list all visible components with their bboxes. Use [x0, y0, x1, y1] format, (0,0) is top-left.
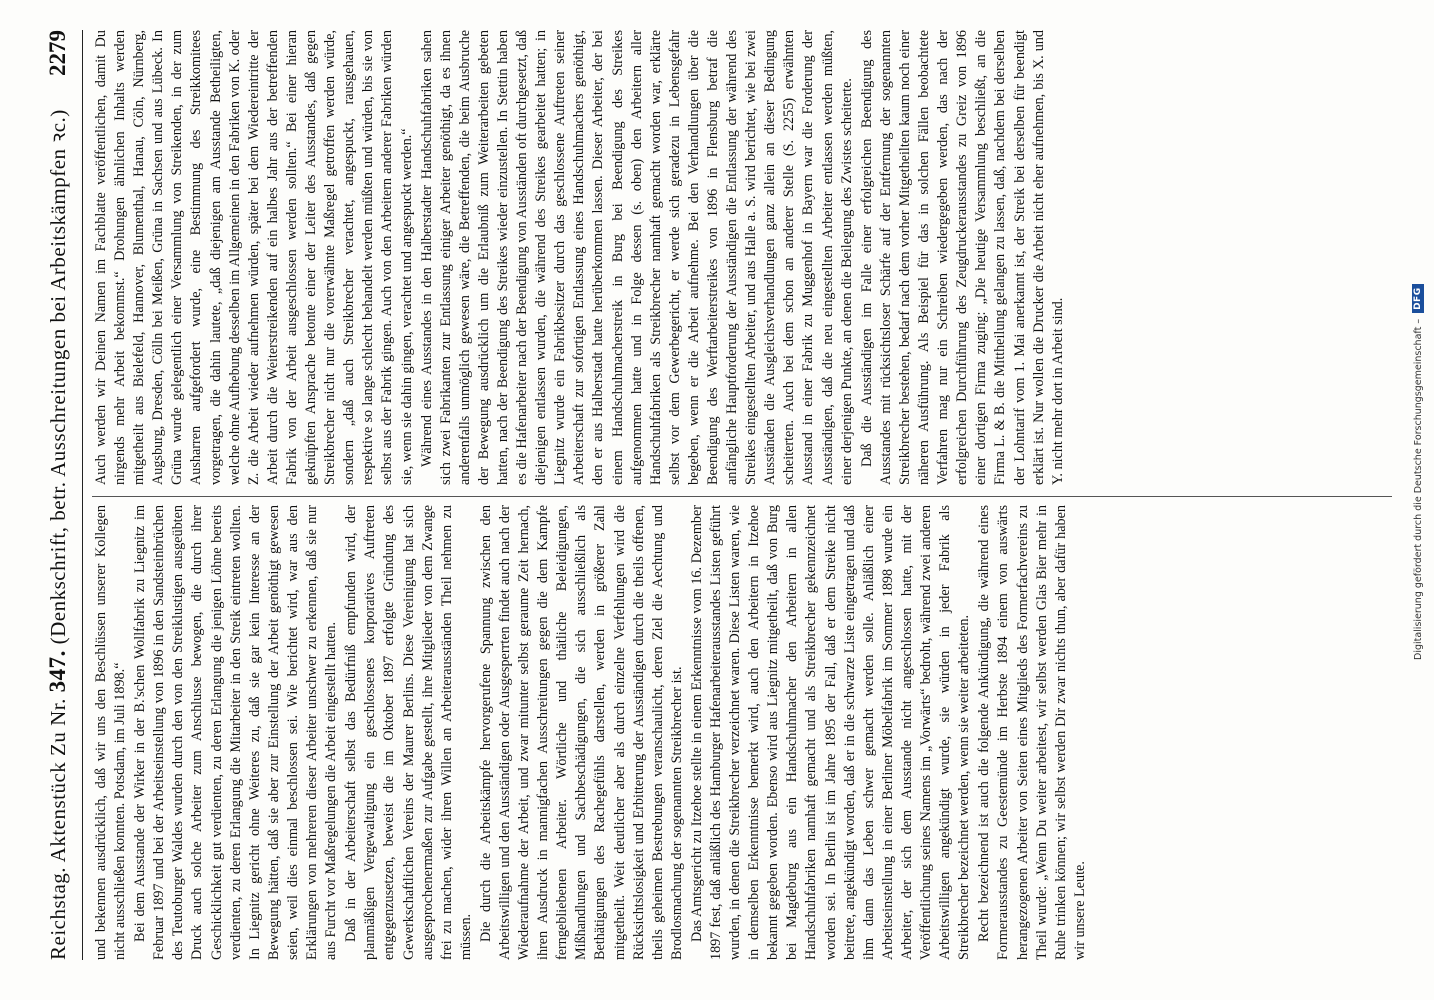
- right-column: [92, 30, 1402, 485]
- paragraph: Während eines Ausstandes in den Halberstadter Handschuhfabriken sahen sich zwei Fabrikanten zur Entlassung einiger Arbeiter genöthigt, da es ihnen anderenfalls unmöglich gewesen wäre, die Betreffenden, die beim Ausbruche der Bewegung ausdrücklich um die Erlaubniß zum Weiterarbeiten gebeten hatten, nach der Beendigung des Streikes wieder einzustellen. In Stettin haben es die Hafenarbeiter nach der Beendigung von Ausständen oft durchgesetzt, daß diejenigen entlassen wurden, die während des Streikes gearbeitet hatten; in Liegnitz wurde ein Fabrikbesitzer durch das geschlossene Auftreten seiner Arbeiterschaft zur sofortigen Entlassung eines Handschuhmachers genöthigt, den er aus Halberstadt hatte herüberkommen lassen. Dieser Arbeiter, der bei einem Handschuhmacherstreik in Burg bei Beendigung des Streikes aufgenommen hatte und in Folge dessen (s. oben) den Arbeitern aller Handschuhfabriken als Streikbrecher namhaft gemacht worden war, erklärte selbst vor dem Gewerbegericht, er werde sich geradezu in Lebensgefahr begeben, wenn er die Arbeit aufnehme. Bei den Verhandlungen über die Beendigung des Werftarbeiterstreikes von 1896 in Flensburg betraf die anfängliche Hauptforderung der Ausständigen die Entlassung der während des Streikes eingestellten Arbeiter, und aus Halle a. S. wird berichtet, wie bei zwei Ausständen die Ausgleichsverhandlungen ganz allein an dieser Bedingung scheiterten. Auch bei dem schon an anderer Stelle (S. 2255) erwähnten Ausstand in einer Fabrik zu Muggenhof in Bayern war die Forderung der Ausständigen, daß die neu eingestellten Arbeiter entlassen werden müßten, einer derjenigen Punkte, an denen die Beilegung des Zwistes scheiterte.: [418, 30, 855, 485]
- document-number: 347.: [45, 650, 70, 693]
- header-rule: [82, 30, 83, 960]
- paragraph: Das Amtsgericht zu Itzehoe stellte in einem Erkenntnisse vom 16. Dezember 1897 fest, daß anläßlich des Hamburger Hafenarbeiterausstandes Listen geführt wurden, in denen die Streikbrecher verzeichnet waren. Diese Listen waren, wie in demselben Erkenntnisse bemerkt wird, auch den Arbeitern in Itzehoe bekannt gegeben worden. Ebenso wird aus Liegnitz mitgetheilt, daß von Burg bei Magdeburg aus ein Handschuhmacher den Arbeitern in allen Handschuhfabriken namhaft gemacht und als Streikbrecher gekennzeichnet worden sei. In Berlin ist im Jahre 1895 der Fall, daß er dem Streike nicht beitrete, angekündigt worden, daß er in die schwarze Liste eingetragen und daß ihm dann das Leben schwer gemacht werden solle. Anläßlich einer Arbeitseinstellung in einer Berliner Möbelfabrik im Sommer 1898 wurde ein Arbeiter, der sich dem Ausstande nicht angeschlossen hatte, mit der Veröffentlichung seines Namens im „Vorwärts“ bedroht, während zwei anderen Arbeitswilligen angekündigt wurde, sie würden in jeder Fabrik als Streikbrecher bezeichnet werden, wenn sie weiter arbeiteten.: [688, 505, 973, 960]
- paragraph: und bekennen ausdrücklich, daß wir uns den Beschlüssen unserer Kollegen nicht ausschließen konnten. Potsdam, im Juli 1898.“: [93, 505, 129, 960]
- header-prefix: Reichstag. Aktenstück Zu Nr.: [46, 698, 70, 960]
- column-divider: [92, 496, 1392, 497]
- digitization-credit: [1408, 10, 1428, 660]
- credit-text: Digitalisierung gefördert durch die Deutsche Forschungsgemeinschaft –: [1412, 318, 1424, 660]
- paragraph: Daß in der Arbeiterschaft selbst das Bedürfniß empfunden wird, der planmäßigen Vergewaltigung ein geschlossenes korporatives Auftreten entgegenzusetzen, beweist die im Oktober 1897 erfolgte Gründung des Gewerkschaftlichen Vereins der Maurer Berlins. Diese Vereinigung hat sich ausgesprochenermaßen zur Aufgabe gestellt, ihre Mitglieder von dem Zwange frei zu machen, wider ihren Willen an Arbeiterausständen Theil nehmen zu müssen.: [343, 505, 474, 960]
- header-title: (Denkschrift, betr. Ausschreitungen bei Arbeitskämpfen ꝛc.): [46, 109, 70, 645]
- running-title: [44, 109, 72, 960]
- paragraph: Auch werden wir Deinen Namen im Fachblatte veröffentlichen, damit Du nirgends mehr Arbeit bekommst.“ Drohungen ähnlichen Inhalts werden mitgetheilt aus Bielefeld, Hannover, Blumenthal, Hanau, Cöln, Nürnberg, Augsburg, Dresden, Cölln bei Meißen, Grüna in Sachsen und aus Lübeck. In Grüna wurde gelegentlich einer Versammlung von Streikenden, in der zum Ausharren aufgefordert wurde, eine Bestimmung des Streikkomitees vorgetragen, die dahin lautete, „daß diejenigen am Ausstande Betheiligten, welche ohne Aufhebung desselben im Allgemeinen in den Fabriken von K. oder Z. die Arbeit wieder aufnehmen würden, später bei dem Wiedereintritte der Arbeit durch die Weiterstreikenden auf ein halbes Jahr aus der betreffenden Fabrik von der Arbeit ausgeschlossen werden sollten.“ Bei einer hieran geknüpften Ansprache betonte einer der Leiter des Ausstandes, daß gegen Streikbrecher nicht nur die vorerwähnte Maßregel getroffen werden würde, sondern „daß auch Streikbrecher verachtet, angespuckt, rausgehauen, respektive so lange schlecht behandelt werden müßten und würden, bis sie von selbst aus der Fabrik gingen. Auch von den Arbeitern anderer Fabriken würden sie, wenn sie dahin gingen, verachtet und angespuckt werden.“: [93, 30, 415, 485]
- paragraph: Die durch die Arbeitskämpfe hervorgerufene Spannung zwischen den Arbeitswilligen und den Ausständigen oder Ausgesperrten findet auch nach der Wiederaufnahme der Arbeit, und zwar mitunter selbst geraume Zeit hernach, ihren Ausdruck in mannigfachen Ausschreitungen gegen die dem Kampfe ferngebliebenen Arbeiter. Wörtliche und thätliche Beleidigungen, Mißhandlungen und Sachbeschädigungen, die sich ausschließlich als Bethätigungen des Rachegefühls darstellen, werden in größerer Zahl mitgetheilt. Weit deutlicher aber als durch einzelne Verfehlungen wird die Rücksichtslosigkeit und Erbitterung der Ausständigen durch die theils offenen, theils geheimen Bestrebungen veranschaulicht, deren Ziel die Aechtung und Brodlosmachung der sogenannten Streikbrecher ist.: [477, 505, 685, 960]
- paragraph: Daß die Ausständigen im Falle einer erfolgreichen Beendigung des Ausstandes mit rücksichtsloser Schärfe auf der Entfernung der sogenannten Streikbrecher bestehen, bedarf nach dem vorher Mitgetheilten kaum noch einer näheren Ausführung. Als Beispiel für das in solchen Fällen beobachtete Verfahren mag nur ein Schreiben wiedergegeben werden, das nach der erfolgreichen Durchführung des Zeugdruckerausstandes zu Greiz von 1896 einer dortigen Firma zuging: „Die heutige Versammlung beschließt, an die Firma L. & B. die Mittheilung gelangen zu lassen, daß, nachdem bei derselben der Lohntarif vom 1. Mai anerkannt ist, der Streik bei derselben für beendigt erklärt ist. Nur wollen die Drucker die Arbeit nicht eher aufnehmen, bis X. und Y. nicht mehr dort in Arbeit sind.: [858, 30, 1066, 485]
- left-column: [92, 505, 1402, 960]
- page-header: [38, 30, 78, 960]
- dfg-logo: DFG: [1412, 284, 1424, 313]
- paragraph: Bei dem Ausstande der Wirker in der B.'schen Wollfabrik zu Liegnitz im Februar 1897 und bei der Arbeitseinstellung von 1896 in den Sandsteinbrüchen des Teutoburger Waldes wurden durch den von den Streiklustigen ausgeübten Druck auch solche Arbeiter zum Anschlusse bewogen, die durch ihrer Geschicklichkeit gut verdienten, zu deren Erlangung die jenigen Löhne bereits verdienten, zu deren Erlangung die Mitarbeiter in den Streik eintreten wollten. In Liegnitz gericht ohne Weiteres zu, daß sie gar kein Interesse an der Bewegung hätten, daß sie aber zur Einstellung der Arbeit genöthigt gewesen seien, weil dies einmal beschlossen sei. Wie berichtet wird, war aus den Erklärungen von mehreren dieser Arbeiter unschwer zu erkennen, daß sie nur aus Furcht vor Maßregelungen die Arbeit eingestellt hatten.: [132, 505, 340, 960]
- paragraph: Recht bezeichnend ist auch die folgende Ankündigung, die während eines Formerausstandes zu Geestemünde im Herbste 1894 einem von auswärts herangezogenen Arbeiter von Seiten eines Mitglieds des Formerfachvereins zu Theil wurde: „Wenn Du weiter arbeitest, wir selbst werden Glas Bier mehr in Ruhe trinken können; wir selbst werden Dir zwar nichts thun, aber dafür haben wir unsere Leute.: [976, 505, 1088, 960]
- page-number: 2279: [45, 30, 70, 76]
